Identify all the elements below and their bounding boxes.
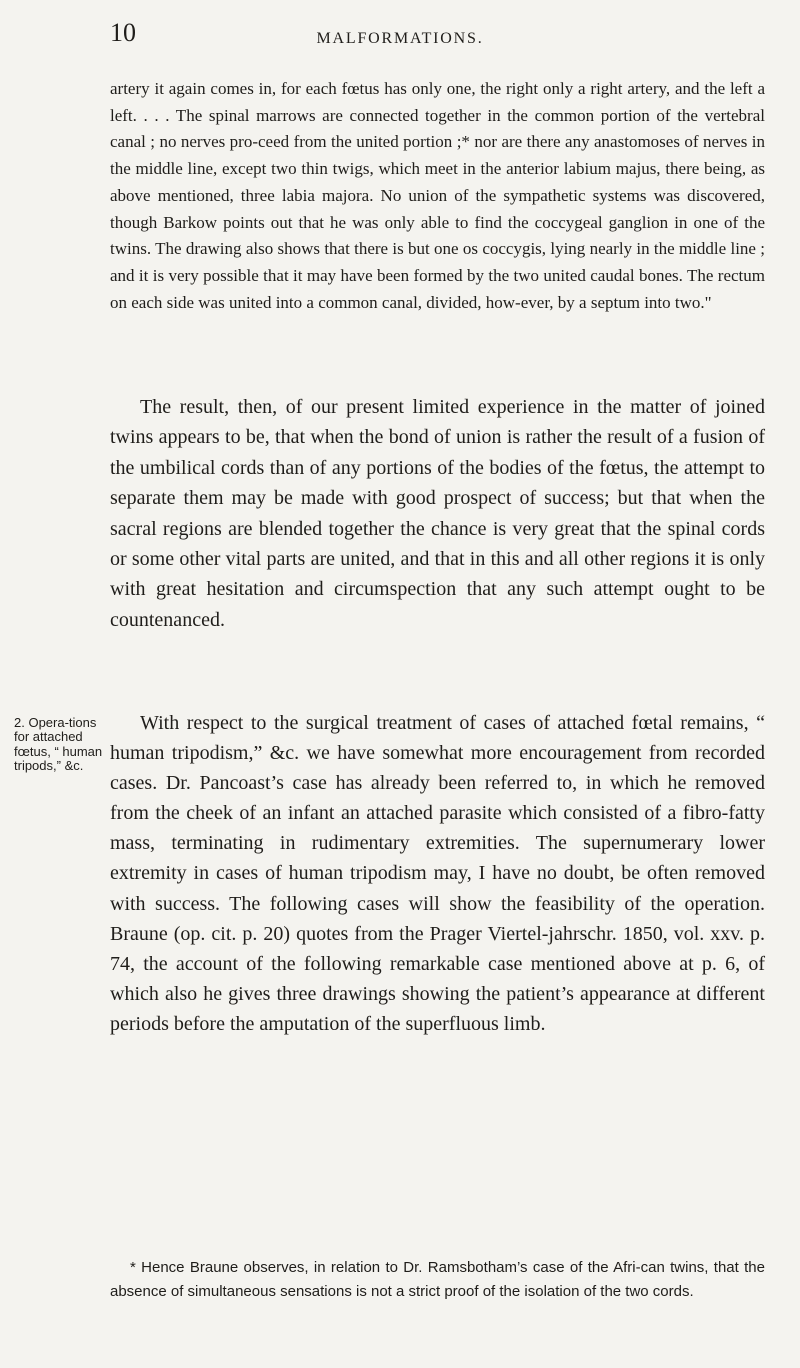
page-number: 10 xyxy=(110,18,136,47)
footnote: * Hence Braune observes, in relation to Dr. Ramsbotham’s case of the Afri-can twins, that the absence of simultaneous sensations is not a strict proof of the isolation of the two cords. xyxy=(110,1259,765,1300)
paragraph-joined-twins-conclusion: The result, then, of our present limited experience in the matter of joined twins appears to be, that when the bond of union is rather the result of a fusion of the umbilical cords than of any portions of the bodies of the fœtus, the attempt to separate them may be made with good prospect of success; but that when the sacral regions are blended together the chance is very great that the spinal cords or some other vital parts are united, and that in this and all other regions it is only with great hesitation and circumspection that any such attempt ought to be countenanced. xyxy=(110,396,765,631)
running-title: MALFORMATIONS. xyxy=(316,30,484,47)
quoted-paragraph: artery it again comes in, for each fœtus has only one, the right only a right artery, and the left a left. . . . The spinal marrows are connected together in the common portion of the vertebral canal ; no nerves pro-ceed from the united portion ;* nor are there any anastomoses of nerves in the middle line, except two thin twigs, which meet in the anterior labium majus, there being, as above mentioned, three labia majora. No union of the sympathetic systems was discovered, though Barkow points out that he was only able to find the coccygeal ganglion in one of the twins. The drawing also shows that there is but one os coccygis, lying nearly in the middle line ; and it is very possible that it may have been formed by the two united caudal bones. The rectum on each side was united into a common canal, divided, how-ever, by a septum into two." xyxy=(110,79,765,312)
margin-note: 2. Opera-tions for attached fœtus, “ human tripods,” &c. xyxy=(14,715,103,773)
paragraph-surgical-treatment: With respect to the surgical treatment of cases of attached fœtal remains, “ human tripodism,” &c. we have somewhat more encouragement from recorded cases. Dr. Pancoast’s case has already been referred to, in which he removed from the cheek of an infant an attached parasite which consisted of a fibro-fatty mass, terminating in rudimentary extremities. The supernumerary lower extremity in cases of human tripodism may, I have no doubt, be often removed with success. The following cases will show the feasibility of the operation. Braune (op. cit. p. 20) quotes from the Prager Viertel-jahrschr. 1850, vol. xxv. p. 74, the account of the following remarkable case mentioned above at p. 6, of which also he gives three drawings showing the patient’s appearance at different periods before the amputation of the superfluous limb. xyxy=(110,712,765,1035)
